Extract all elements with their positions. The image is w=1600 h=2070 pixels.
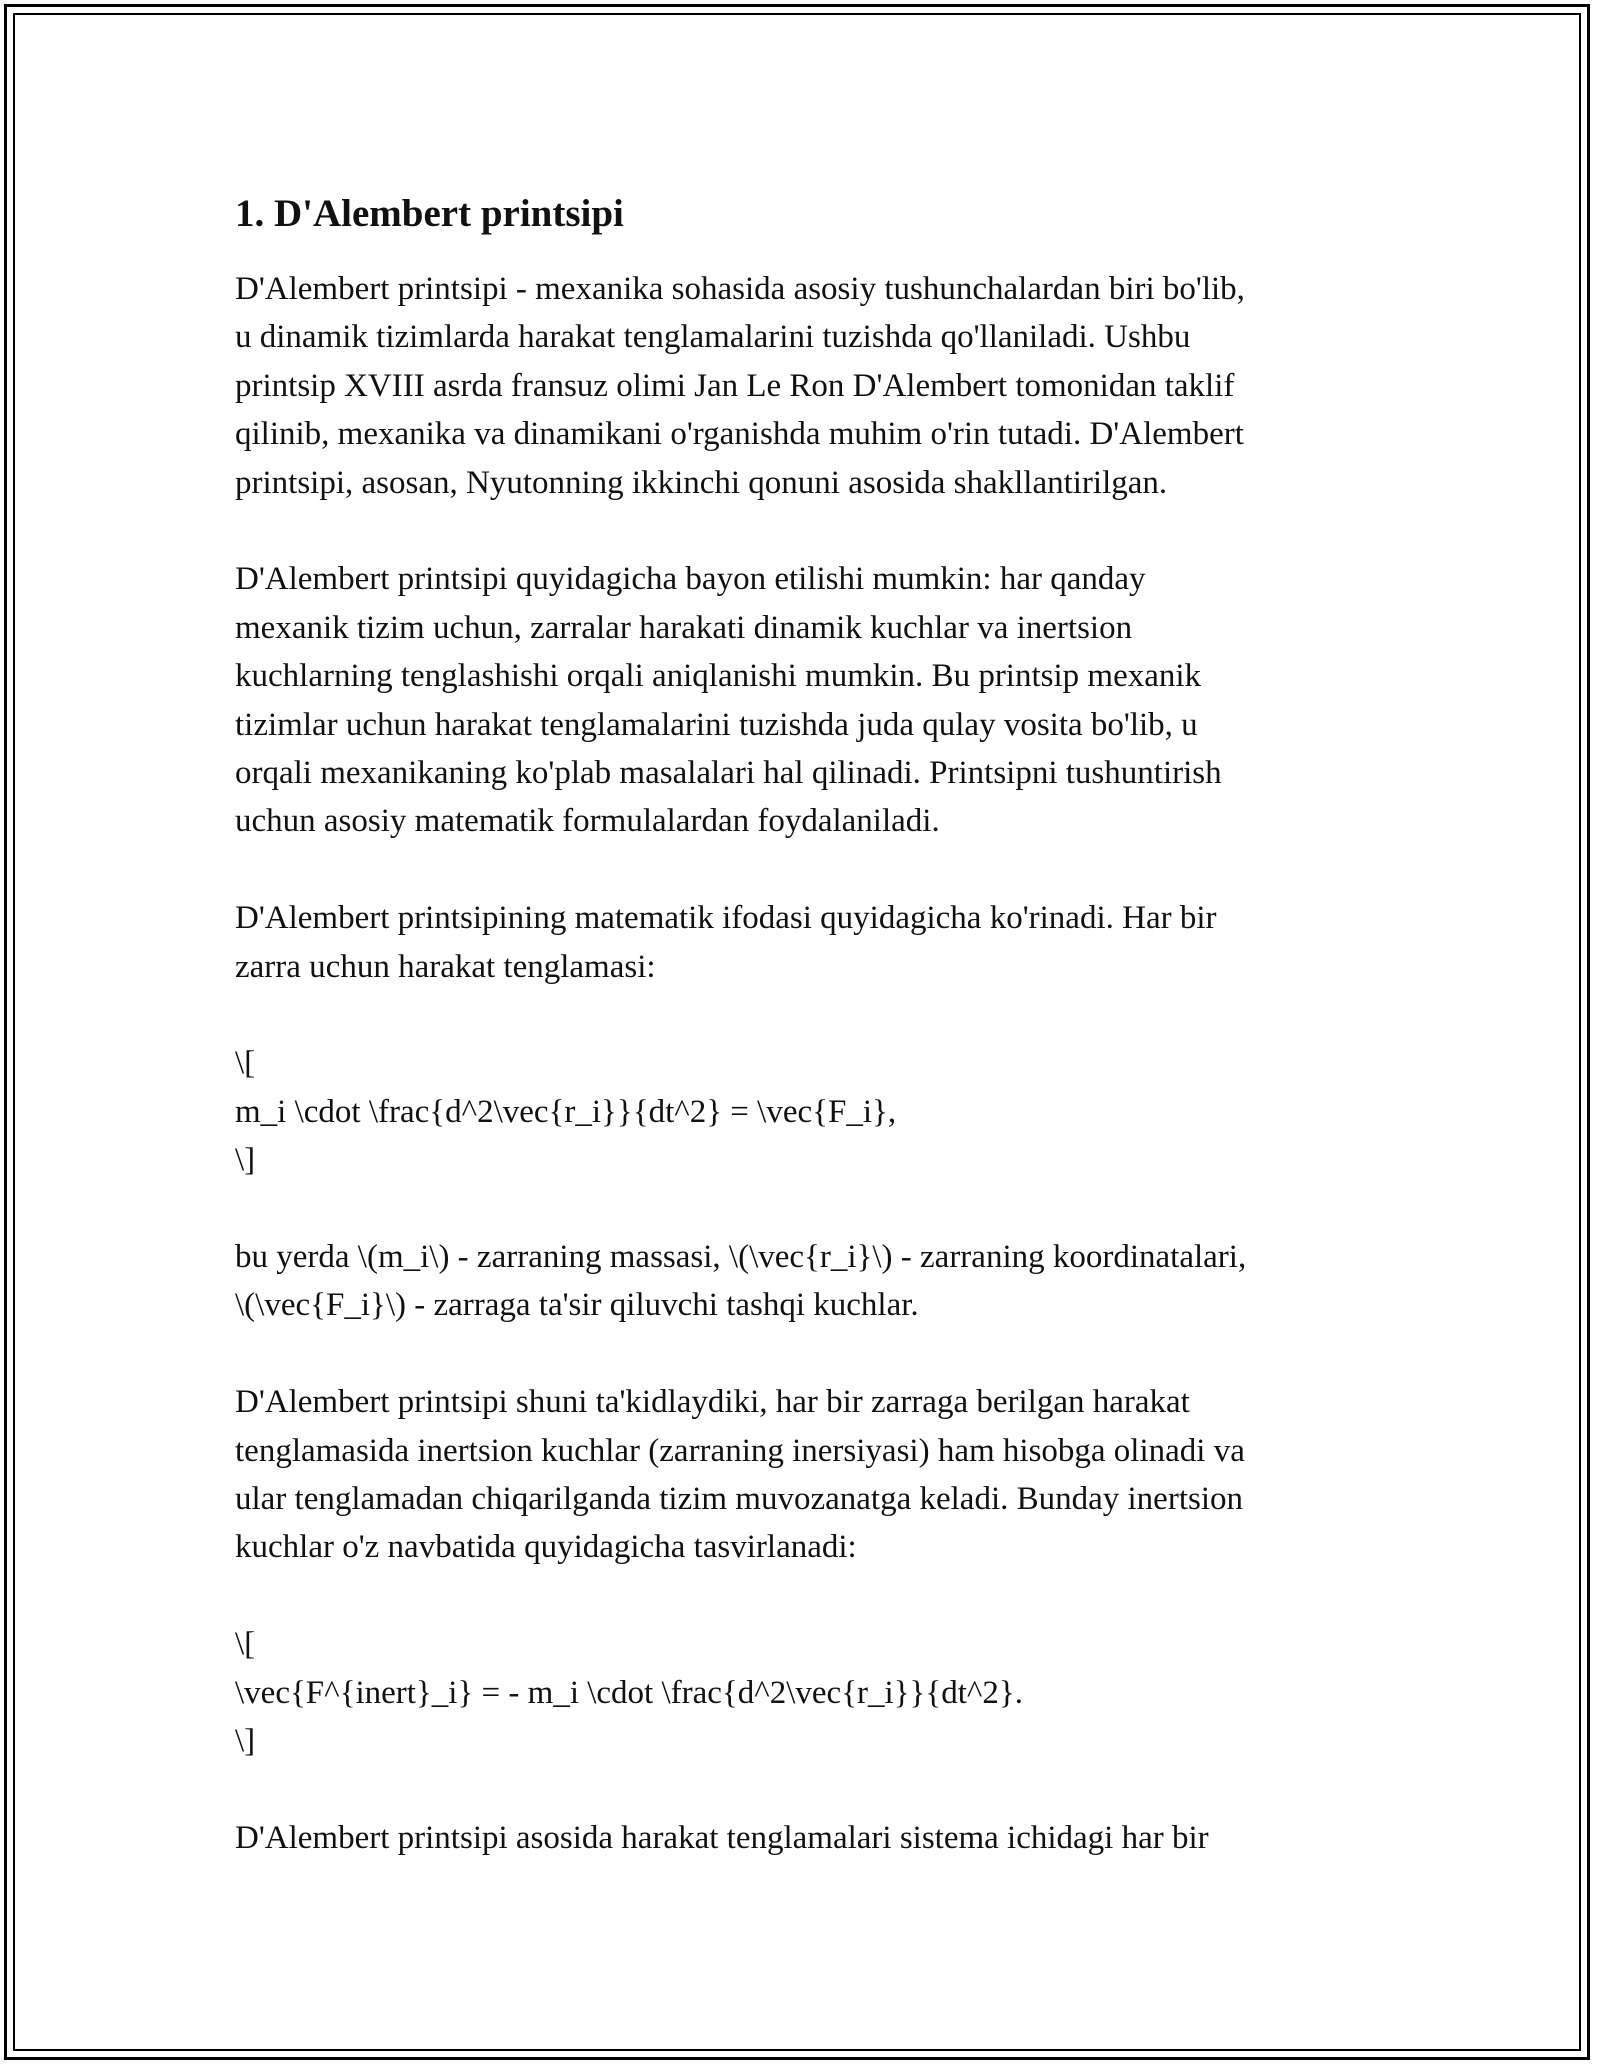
paragraph-gap: [235, 1572, 1375, 1620]
section-title: 1. D'Alembert printsipi: [235, 192, 624, 235]
paragraph-math-intro: D'Alembert printsipining matematik ifodasi quyidagicha ko'rinadi. Har bir zarra uchun harakat tenglamasi:: [235, 900, 1217, 985]
paragraph-gap: [235, 991, 1375, 1039]
paragraph-definitions: bu yerda \(m_i\) - zarraning massasi, \(\vec{r_i}\) - zarraning koordinatalari, \(\vec{F_i}\) - zarraga ta'sir qiluvchi tashqi kuchlar.: [235, 1239, 1247, 1324]
formula-open: \[: [235, 1045, 256, 1082]
document-body: [235, 185, 1375, 1862]
paragraph-statement: D'Alembert printsipi quyidagicha bayon etilishi mumkin: har qanday mexanik tizim uchun, zarralar harakati dinamik kuchlar va inertsion kuchlarning tenglashishi orqali aniqlanishi mumkin. Bu printsip mexanik tizimlar uchun harakat tenglamalarini tuzishda juda qulay vosita bo'lib, u orqali mexanikaning ko'plab masalalari hal qilinadi. Printsipni tushuntirish uchun asosiy matematik formulalardan foydalaniladi.: [235, 561, 1222, 840]
paragraph-gap: [235, 1330, 1375, 1378]
paragraph-gap: [235, 507, 1375, 555]
paragraph-gap: [235, 846, 1375, 894]
paragraph-inertial-forces: D'Alembert printsipi shuni ta'kidlaydiki, har bir zarraga berilgan harakat tenglamasida inertsion kuchlar (zarraning inersiyasi) ham hisobga olinadi va ular tenglamadan chiqarilganda tizim muvozanatga keladi. Bunday inertsion kuchlar o'z navbatida quyidagicha tasvirlanadi:: [235, 1384, 1245, 1566]
formula-equation-of-motion: [235, 1039, 1375, 1184]
formula-body: \vec{F^{inert}_i} = - m_i \cdot \frac{d^2\vec{r_i}}{dt^2}.: [235, 1674, 1023, 1711]
formula-open: \[: [235, 1626, 256, 1663]
formula-inertial-force: [235, 1620, 1375, 1765]
paragraph-continuation: D'Alembert printsipi asosida harakat tenglamalari sistema ichidagi har bir: [235, 1819, 1209, 1856]
formula-close: \]: [235, 1142, 256, 1179]
paragraph-gap: [235, 1766, 1375, 1814]
formula-body: m_i \cdot \frac{d^2\vec{r_i}}{dt^2} = \vec{F_i},: [235, 1093, 897, 1130]
paragraph-gap: [235, 1185, 1375, 1233]
paragraph-intro: D'Alembert printsipi - mexanika sohasida asosiy tushunchalardan biri bo'lib, u dinamik tizimlarda harakat tenglamalarini tuzishda qo'llaniladi. Ushbu printsip XVIII asrda fransuz olimi Jan Le Ron D'Alembert tomonidan taklif qilinib, mexanika va dinamikani o'rganishda muhim o'rin tutadi. D'Alembert printsipi, asosan, Nyutonning ikkinchi qonuni asosida shakllantirilgan.: [235, 271, 1245, 501]
formula-close: \]: [235, 1723, 256, 1760]
